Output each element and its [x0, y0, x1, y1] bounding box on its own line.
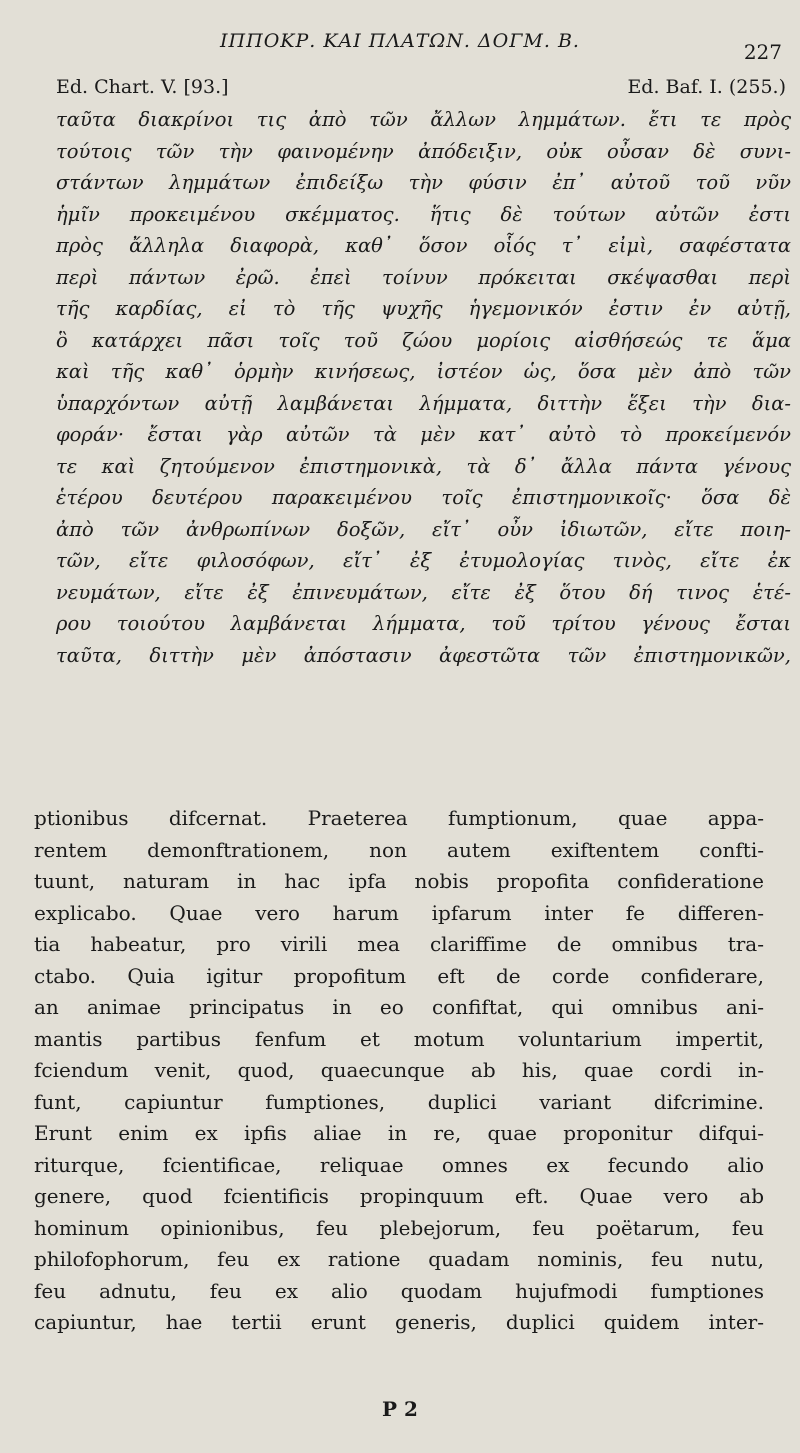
running-title: ΙΠΠΟΚΡ. ΚΑΙ ΠΛΑΤΩΝ. ΔΟΓΜ. Β.: [220, 30, 580, 52]
latin-line: philofophorum, feu ex ratione quadam nominis, feu nutu,: [34, 1247, 764, 1271]
page-number: 227: [743, 40, 782, 64]
greek-line: ταῦτα, διττὴν μὲν ἀπόστασιν ἀφεστῶτα τῶν ἐπιστημονικῶν,: [56, 643, 791, 667]
greek-line: τε καὶ ζητούμενον ἐπιστημονικὰ, τὰ δ᾽ ἄλλα πάντα γένους: [56, 454, 791, 478]
greek-line: ἀπὸ τῶν ἀνθρωπίνων δοξῶν, εἴτ᾽ οὖν ἰδιωτῶν, εἴτε ποιη-: [56, 517, 791, 541]
greek-line: ἡμῖν προκειμένου σκέμματος. ἥτις δὲ τούτων αὐτῶν ἐστι: [56, 202, 791, 226]
latin-line: genere, quod fcientificis propinquum eft. Quae vero ab: [34, 1184, 764, 1208]
latin-line: fciendum venit, quod, quaecunque ab his, quae cordi in-: [34, 1058, 764, 1082]
edition-right: Ed. Baf. I. (255.): [627, 76, 786, 98]
latin-line: an animae principatus in eo confiftat, qui omnibus ani-: [34, 995, 764, 1019]
greek-line: περὶ πάντων ἐρῶ. ἐπεὶ τοίνυν πρόκειται σκέψασθαι περὶ: [56, 265, 791, 289]
latin-line: ptionibus difcernat. Praeterea fumptionum, quae appa-: [34, 806, 764, 830]
latin-line: rentem demonftrationem, non autem exiftentem confti-: [34, 837, 764, 862]
edition-line: [56, 76, 786, 98]
latin-line: feu adnutu, feu ex alio quodam hujufmodi fumptiones: [34, 1278, 764, 1303]
latin-line: capiuntur, hae tertii erunt generis, duplici quidem inter-: [34, 1310, 764, 1334]
greek-line: ὑπαρχόντων αὐτῇ λαμβάνεται λήμματα, διττὴν ἕξει τὴν δια-: [56, 391, 791, 415]
greek-text-block: [56, 104, 791, 671]
greek-line: τῶν, εἴτε φιλοσόφων, εἴτ᾽ ἐξ ἐτυμολογίας τινὸς, εἴτε ἐκ: [56, 549, 791, 572]
latin-line: riturque, fcientificae, reliquae omnes ex fecundo alio: [34, 1152, 764, 1177]
latin-line: funt, capiuntur fumptiones, duplici variant difcrimine.: [34, 1089, 764, 1114]
greek-line: τούτοις τῶν τὴν φαινομένην ἀπόδειξιν, οὐκ οὖσαν δὲ συνι-: [56, 139, 791, 163]
greek-line: τῆς καρδίας, εἰ τὸ τῆς ψυχῆς ἡγεμονικόν ἐστιν ἐν αὐτῇ,: [56, 297, 791, 320]
greek-line: στάντων λημμάτων ἐπιδείξω τὴν φύσιν ἐπ᾽ αὐτοῦ τοῦ νῦν: [56, 171, 791, 194]
latin-line: hominum opinionibus, feu plebejorum, feu poëtarum, feu: [34, 1215, 764, 1240]
greek-line: ὃ κατάρχει πᾶσι τοῖς τοῦ ζώου μορίοις αἰσθήσεώς τε ἅμα: [56, 328, 791, 352]
greek-line: καὶ τῆς καθ᾽ ὁρμὴν κινήσεως, ἰστέον ὡς, ὅσα μὲν ἀπὸ τῶν: [56, 360, 791, 383]
printer-signature: P 2: [382, 1397, 418, 1421]
latin-line: ctabo. Quia igitur propofitum eft de corde confiderare,: [34, 963, 764, 988]
latin-line: explicabo. Quae vero harum ipfarum inter fe differen-: [34, 900, 764, 925]
greek-line: ταῦτα διακρίνοι τις ἀπὸ τῶν ἄλλων λημμάτων. ἔτι τε πρὸς: [56, 108, 791, 131]
greek-line: ρου τοιούτου λαμβάνεται λήμματα, τοῦ τρίτου γένους ἔσται: [56, 612, 791, 635]
latin-text-block: [34, 803, 764, 1339]
latin-line: tuunt, naturam in hac ipfa nobis propofita confideratione: [34, 869, 764, 893]
latin-line: Erunt enim ex ipfis aliae in re, quae proponitur difqui-: [34, 1121, 764, 1145]
latin-line: tia habeatur, pro virili mea clariffime de omnibus tra-: [34, 932, 764, 956]
latin-line: mantis partibus fenfum et motum voluntarium impertit,: [34, 1026, 764, 1051]
edition-left: Ed. Chart. V. [93.]: [56, 76, 229, 98]
greek-line: νευμάτων, εἴτε ἐξ ἐπινευμάτων, εἴτε ἐξ ὅτου δή τινος ἑτέ-: [56, 580, 791, 604]
greek-line: πρὸς ἄλληλα διαφορὰ, καθ᾽ ὅσον οἷός τ᾽ εἰμὶ, σαφέστατα: [56, 234, 791, 257]
greek-line: φοράν· ἔσται γὰρ αὐτῶν τὰ μὲν κατ᾽ αὐτὸ τὸ προκείμενόν: [56, 423, 791, 446]
greek-line: ἑτέρου δευτέρου παρακειμένου τοῖς ἐπιστημονικοῖς· ὅσα δὲ: [56, 486, 791, 509]
